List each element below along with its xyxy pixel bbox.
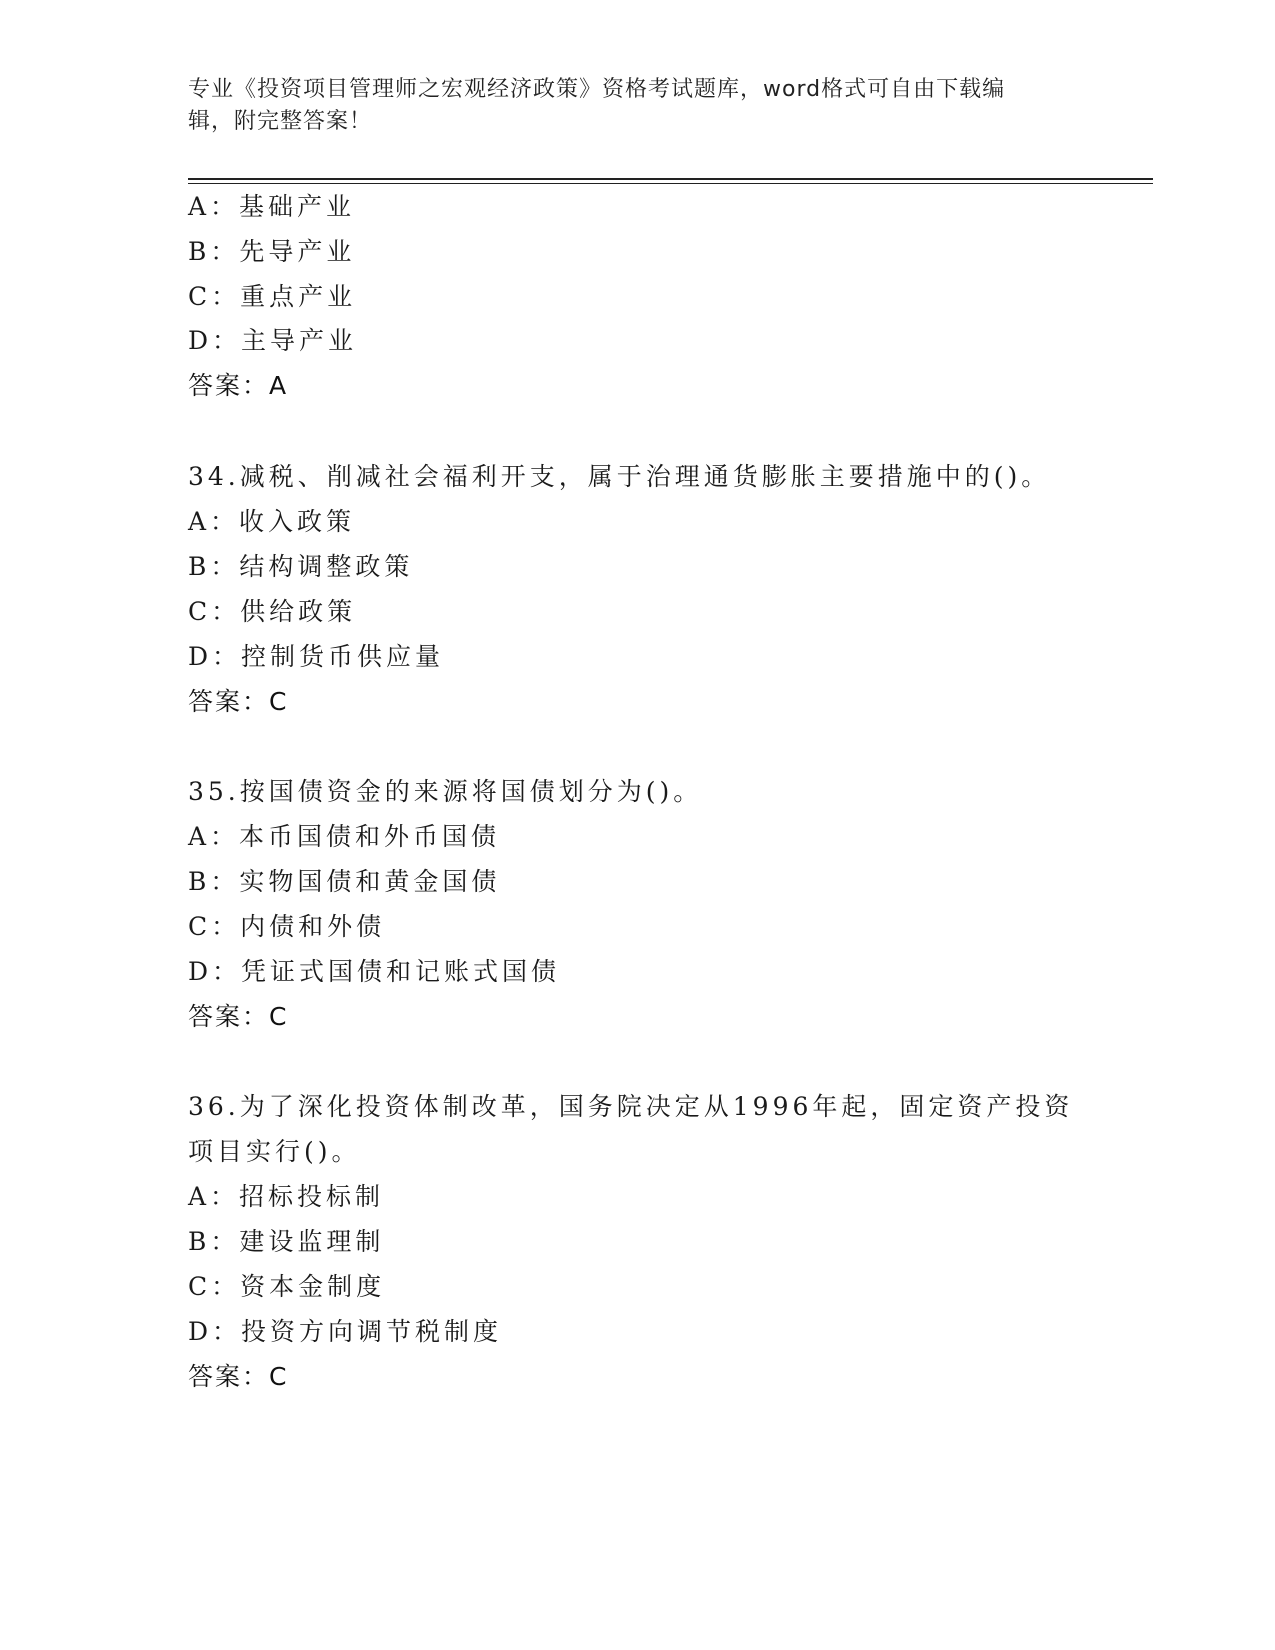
q36-question-line-1: 36.为了深化投资体制改革，国务院决定从1996年起，固定资产投资 bbox=[188, 1092, 1074, 1121]
document-header bbox=[188, 74, 1068, 138]
q36-option-b: B：建设监理制 bbox=[188, 1227, 385, 1256]
q35-option-d: D：凭证式国债和记账式国债 bbox=[188, 957, 561, 986]
q33-option-d: D：主导产业 bbox=[188, 326, 358, 355]
q35-option-a: A：本币国债和外币国债 bbox=[188, 822, 501, 851]
q35-option-c: C：内债和外债 bbox=[188, 912, 386, 941]
q34-question: 34.减税、削减社会福利开支，属于治理通货膨胀主要措施中的()。 bbox=[188, 462, 1051, 491]
header-divider-thin bbox=[188, 183, 1153, 184]
q35-question: 35.按国债资金的来源将国债划分为()。 bbox=[188, 777, 703, 806]
q33-option-b: B：先导产业 bbox=[188, 237, 356, 266]
q34-option-d: D：控制货币供应量 bbox=[188, 642, 445, 671]
header-divider bbox=[188, 178, 1153, 180]
q35-option-b: B：实物国债和黄金国债 bbox=[188, 867, 501, 896]
q34-option-a: A：收入政策 bbox=[188, 507, 356, 536]
q36-option-c: C：资本金制度 bbox=[188, 1272, 386, 1301]
q36-option-d: D：投资方向调节税制度 bbox=[188, 1317, 503, 1346]
q35-answer: 答案：C bbox=[188, 1002, 289, 1031]
q36-answer: 答案：C bbox=[188, 1362, 289, 1391]
q36-option-a: A：招标投标制 bbox=[188, 1182, 385, 1211]
header-line-1: 专业《投资项目管理师之宏观经济政策》资格考试题库，word格式可自由下载编 bbox=[188, 77, 1006, 102]
q33-answer: 答案：A bbox=[188, 371, 289, 400]
q34-answer: 答案：C bbox=[188, 687, 289, 716]
q36-question-line-2: 项目实行()。 bbox=[188, 1137, 361, 1166]
q33-option-a: A：基础产业 bbox=[188, 192, 356, 221]
q34-option-b: B：结构调整政策 bbox=[188, 552, 414, 581]
q34-option-c: C：供给政策 bbox=[188, 597, 357, 626]
header-line-2: 辑，附完整答案！ bbox=[188, 109, 373, 134]
q33-option-c: C：重点产业 bbox=[188, 282, 357, 311]
